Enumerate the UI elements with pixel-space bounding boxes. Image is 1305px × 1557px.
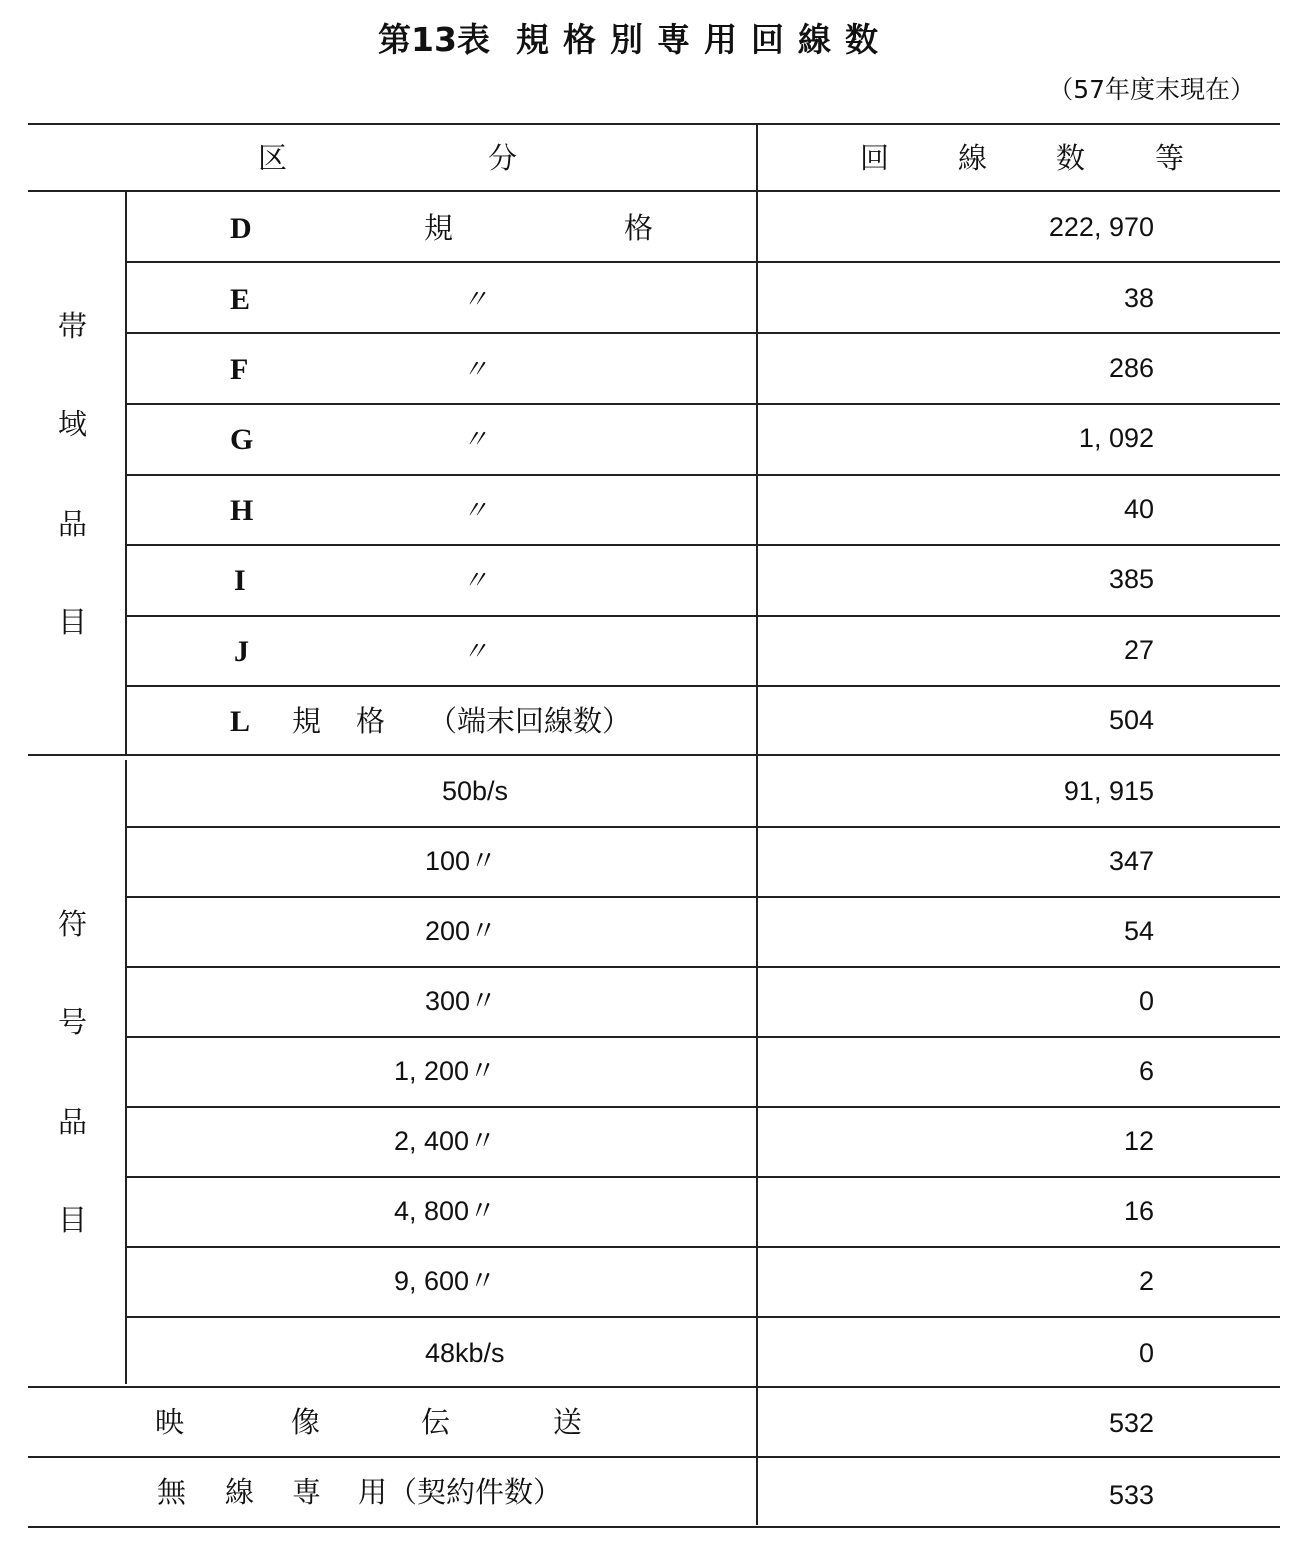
header-col2-char: 線 xyxy=(958,141,988,175)
transmission-rate: 48kb/s xyxy=(425,1338,505,1368)
row-rule xyxy=(127,1176,1280,1178)
as-of-date: （57年度末現在） xyxy=(1048,75,1255,104)
row-rule xyxy=(127,966,1280,968)
code-group-label-char: 品 xyxy=(58,1105,88,1139)
spec-word-char: 規 xyxy=(424,211,454,245)
line-count: 504 xyxy=(1108,705,1154,735)
transmission-rate: 200〃 xyxy=(425,916,498,946)
row-rule xyxy=(127,1316,1280,1318)
line-count: 1, 092 xyxy=(1078,423,1154,453)
spec-word-char: 格 xyxy=(624,211,654,245)
line-count: 91, 915 xyxy=(1063,776,1154,806)
radio-label-char: 無 xyxy=(157,1475,187,1509)
row-rule xyxy=(127,1036,1280,1038)
line-count: 16 xyxy=(1123,1196,1154,1226)
line-count: 38 xyxy=(1123,283,1154,313)
ditto-mark: 〃 xyxy=(462,355,489,384)
radio-label-char: 専 xyxy=(292,1475,322,1509)
row-rule xyxy=(127,1246,1280,1248)
code-group-label-char: 符 xyxy=(58,907,88,941)
video-label-char: 送 xyxy=(553,1405,583,1439)
radio-label-char: 線 xyxy=(225,1475,255,1509)
spec-letter: L xyxy=(230,705,251,738)
video-label-char: 映 xyxy=(155,1405,185,1439)
row-rule xyxy=(127,544,1280,546)
transmission-rate: 2, 400〃 xyxy=(394,1126,497,1156)
table-title xyxy=(0,14,1270,61)
line-count: 286 xyxy=(1108,353,1154,383)
row-rule xyxy=(127,1106,1280,1108)
spec-letter: I xyxy=(234,564,246,597)
spec-word-char: 規 xyxy=(292,704,322,738)
row-rule xyxy=(127,474,1280,476)
table-name: 規格別専用回線数 xyxy=(515,20,892,59)
line-count: 347 xyxy=(1108,846,1154,876)
band-group-divider xyxy=(125,192,127,754)
spec-letter: G xyxy=(230,423,254,456)
code-group-label-char: 号 xyxy=(58,1005,88,1039)
spec-letter: H xyxy=(230,494,254,527)
header-col1-part2: 分 xyxy=(488,141,518,175)
code-group-divider xyxy=(125,760,127,1384)
header-col2-char: 回 xyxy=(860,141,890,175)
row-rule xyxy=(127,826,1280,828)
line-count: 385 xyxy=(1108,564,1154,594)
line-count: 54 xyxy=(1123,916,1154,946)
header-col2-char: 等 xyxy=(1155,141,1185,175)
spec-letter: J xyxy=(234,635,249,668)
group-rule xyxy=(28,1386,1280,1388)
line-count: 533 xyxy=(1108,1480,1154,1510)
line-count: 0 xyxy=(1138,1338,1154,1368)
ditto-mark: 〃 xyxy=(462,637,489,666)
line-count: 532 xyxy=(1108,1408,1154,1438)
row-rule xyxy=(127,403,1280,405)
spec-note: （端末回線数） xyxy=(428,704,632,738)
line-count: 222, 970 xyxy=(1048,212,1154,242)
band-group-label-char: 目 xyxy=(58,605,88,639)
line-count: 6 xyxy=(1138,1056,1154,1086)
transmission-rate: 300〃 xyxy=(425,986,498,1016)
header-col2-char: 数 xyxy=(1056,141,1086,175)
line-count: 2 xyxy=(1138,1266,1154,1296)
transmission-rate: 100〃 xyxy=(425,846,498,876)
ditto-mark: 〃 xyxy=(462,285,489,314)
video-label-char: 像 xyxy=(291,1405,321,1439)
row-rule xyxy=(127,615,1280,617)
header-col1-part1: 区 xyxy=(258,141,288,175)
band-group-label-char: 品 xyxy=(58,507,88,541)
radio-note: （契約件数） xyxy=(388,1475,563,1509)
top-rule xyxy=(28,123,1280,125)
radio-label-char: 用 xyxy=(358,1475,388,1509)
line-count: 40 xyxy=(1123,494,1154,524)
header-rule xyxy=(28,190,1280,192)
transmission-rate: 50b/s xyxy=(442,776,509,806)
spec-word-char: 格 xyxy=(356,704,386,738)
line-count: 27 xyxy=(1123,635,1154,665)
row-rule xyxy=(28,1456,1280,1458)
transmission-rate: 9, 600〃 xyxy=(394,1266,497,1296)
row-rule xyxy=(127,332,1280,334)
band-group-label-char: 域 xyxy=(58,407,88,441)
spec-letter: F xyxy=(230,353,249,386)
row-rule xyxy=(127,896,1280,898)
band-group-label-char: 帯 xyxy=(58,309,88,343)
ditto-mark: 〃 xyxy=(462,425,489,454)
ditto-mark: 〃 xyxy=(462,496,489,525)
row-rule xyxy=(127,685,1280,687)
group-rule xyxy=(28,754,1280,756)
video-label-char: 伝 xyxy=(421,1405,451,1439)
bottom-rule xyxy=(28,1526,1280,1528)
ditto-mark: 〃 xyxy=(462,566,489,595)
table-number: 第13表 xyxy=(378,20,490,59)
line-count: 0 xyxy=(1138,986,1154,1016)
row-rule xyxy=(127,261,1280,263)
spec-letter: E xyxy=(230,283,251,316)
line-count: 12 xyxy=(1123,1126,1154,1156)
spec-letter: D xyxy=(230,212,252,245)
transmission-rate: 1, 200〃 xyxy=(394,1056,497,1086)
code-group-label-char: 目 xyxy=(58,1203,88,1237)
transmission-rate: 4, 800〃 xyxy=(394,1196,497,1226)
